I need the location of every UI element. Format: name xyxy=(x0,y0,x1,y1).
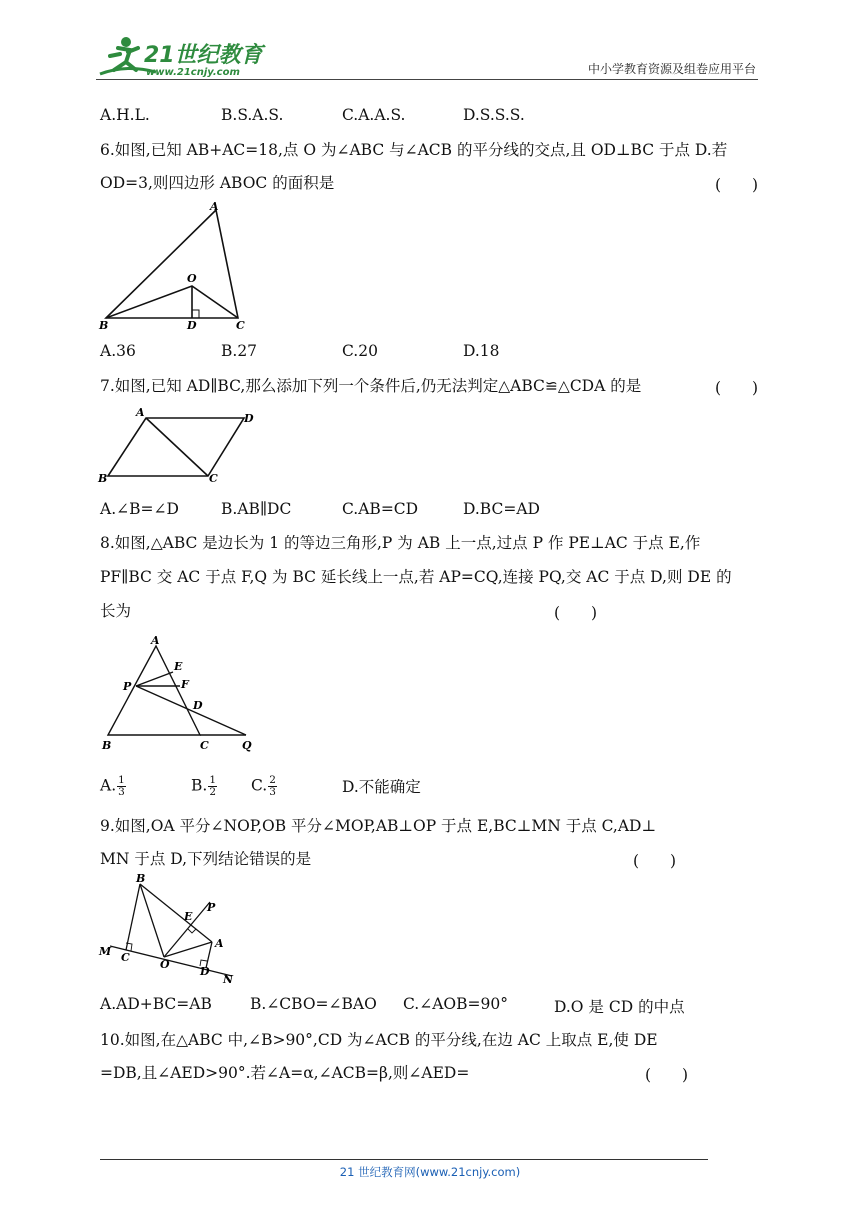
q8-stem-line2: PF∥BC 交 AC 于点 F,Q 为 BC 延长线上一点,若 AP=CQ,连接 PQ,交 AC 于点 D,则 DE 的 xyxy=(100,568,732,586)
q8-option-d: D.不能确定 xyxy=(342,778,421,796)
logo-text: 21世纪教育 xyxy=(144,43,263,68)
q9-label-c: C xyxy=(121,951,130,964)
denominator: 3 xyxy=(269,786,276,798)
q9-label-a: A xyxy=(215,937,224,950)
q8-label-q: Q xyxy=(242,739,252,752)
q7-option-c: C.AB=CD xyxy=(342,500,419,518)
q6-option-d: D.18 xyxy=(463,342,500,360)
q8-label-e: E xyxy=(174,660,183,673)
q9-label-d: D xyxy=(200,965,210,978)
q8-label-b: B xyxy=(102,739,112,752)
q6-label-d: D xyxy=(187,319,197,332)
q8-label-a: A xyxy=(151,634,160,647)
q6-option-c: C.20 xyxy=(342,342,378,360)
header-platform-text: 中小学教育资源及组卷应用平台 xyxy=(587,62,756,76)
q6-figure xyxy=(96,198,256,332)
q6-label-o: O xyxy=(187,272,197,285)
q6-option-b: B.27 xyxy=(221,342,258,360)
q8-option-c-fraction xyxy=(268,775,277,798)
q8-option-a-prefix: A. xyxy=(100,776,117,795)
q9-option-b: B.∠CBO=∠BAO xyxy=(250,995,377,1013)
logo-url: www.21cnjy.com xyxy=(146,67,240,78)
q7-label-b: B xyxy=(98,472,108,485)
q6-answer-blank: ( ) xyxy=(715,176,759,194)
q9-stem-line2: MN 于点 D,下列结论错误的是 xyxy=(100,850,312,868)
q10-answer-blank: ( ) xyxy=(645,1066,689,1084)
q7-option-b: B.AB∥DC xyxy=(221,500,292,518)
numerator: 1 xyxy=(118,774,125,786)
q8-figure xyxy=(96,632,262,756)
q9-option-d: D.O 是 CD 的中点 xyxy=(554,998,685,1016)
numerator: 1 xyxy=(209,774,217,786)
q7-option-d: D.BC=AD xyxy=(463,500,540,518)
q8-option-a-fraction xyxy=(117,775,126,798)
q6-label-c: C xyxy=(236,319,245,332)
q7-figure xyxy=(96,404,262,486)
q8-answer-blank: ( ) xyxy=(554,604,598,622)
q8-stem-line3: 长为 xyxy=(100,602,132,620)
q8-label-p: P xyxy=(123,680,132,693)
q8-option-a xyxy=(100,775,126,798)
q8-label-c: C xyxy=(200,739,209,752)
q9-label-n: N xyxy=(223,973,234,986)
q9-option-c: C.∠AOB=90° xyxy=(403,995,508,1013)
q9-label-m: M xyxy=(99,945,112,958)
q8-option-c-prefix: C. xyxy=(251,776,268,795)
q8-label-f: F xyxy=(181,678,189,691)
q8-option-b-prefix: B. xyxy=(191,776,208,795)
q9-answer-blank: ( ) xyxy=(633,852,677,870)
q9-stem-line1: 9.如图,OA 平分∠NOP,OB 平分∠MOP,AB⊥OP 于点 E,BC⊥MN 于点 C,AD⊥ xyxy=(100,817,657,835)
logo xyxy=(96,34,266,78)
footer-text[interactable]: 21 世纪教育网(www.21cnjy.com) xyxy=(339,1165,521,1179)
q8-stem-line1: 8.如图,△ABC 是边长为 1 的等边三角形,P 为 AB 上一点,过点 P 作 PE⊥AC 于点 E,作 xyxy=(100,534,701,552)
q9-label-p: P xyxy=(207,901,216,914)
q6-stem-line2: OD=3,则四边形 ABOC 的面积是 xyxy=(100,174,335,192)
q9-label-b: B xyxy=(136,872,146,885)
q9-figure xyxy=(96,872,246,990)
q5-option-d: D.S.S.S. xyxy=(463,106,525,124)
q8-option-b xyxy=(191,775,217,798)
q8-option-c xyxy=(251,775,277,798)
q5-option-a: A.H.L. xyxy=(100,106,150,124)
q10-stem-line2: =DB,且∠AED>90°.若∠A=α,∠ACB=β,则∠AED= xyxy=(100,1064,470,1082)
q7-label-c: C xyxy=(209,472,218,485)
q6-label-b: B xyxy=(99,319,109,332)
denominator: 2 xyxy=(209,786,217,798)
denominator: 3 xyxy=(118,786,125,798)
q7-label-d: D xyxy=(244,412,254,425)
q9-label-o: O xyxy=(160,958,170,971)
footer-divider xyxy=(100,1159,708,1160)
q9-option-a: A.AD+BC=AB xyxy=(100,995,212,1013)
q5-option-b: B.S.A.S. xyxy=(221,106,284,124)
q8-option-b-fraction xyxy=(208,775,217,798)
header-divider xyxy=(96,79,758,80)
q7-option-a: A.∠B=∠D xyxy=(100,500,179,518)
q10-stem-line1: 10.如图,在△ABC 中,∠B>90°,CD 为∠ACB 的平分线,在边 AC 上取点 E,使 DE xyxy=(100,1031,658,1049)
q7-answer-blank: ( ) xyxy=(715,379,759,397)
q6-stem-line1: 6.如图,已知 AB+AC=18,点 O 为∠ABC 与∠ACB 的平分线的交点,且 OD⊥BC 于点 D.若 xyxy=(100,141,728,159)
q7-label-a: A xyxy=(136,406,145,419)
q6-label-a: A xyxy=(210,200,219,213)
q6-option-a: A.36 xyxy=(100,342,136,360)
q8-label-d: D xyxy=(193,699,203,712)
q9-label-e: E xyxy=(184,910,193,923)
numerator: 2 xyxy=(269,774,276,786)
q7-stem-line1: 7.如图,已知 AD∥BC,那么添加下列一个条件后,仍无法判定△ABC≌△CDA 的是 xyxy=(100,377,642,395)
q5-option-c: C.A.A.S. xyxy=(342,106,406,124)
